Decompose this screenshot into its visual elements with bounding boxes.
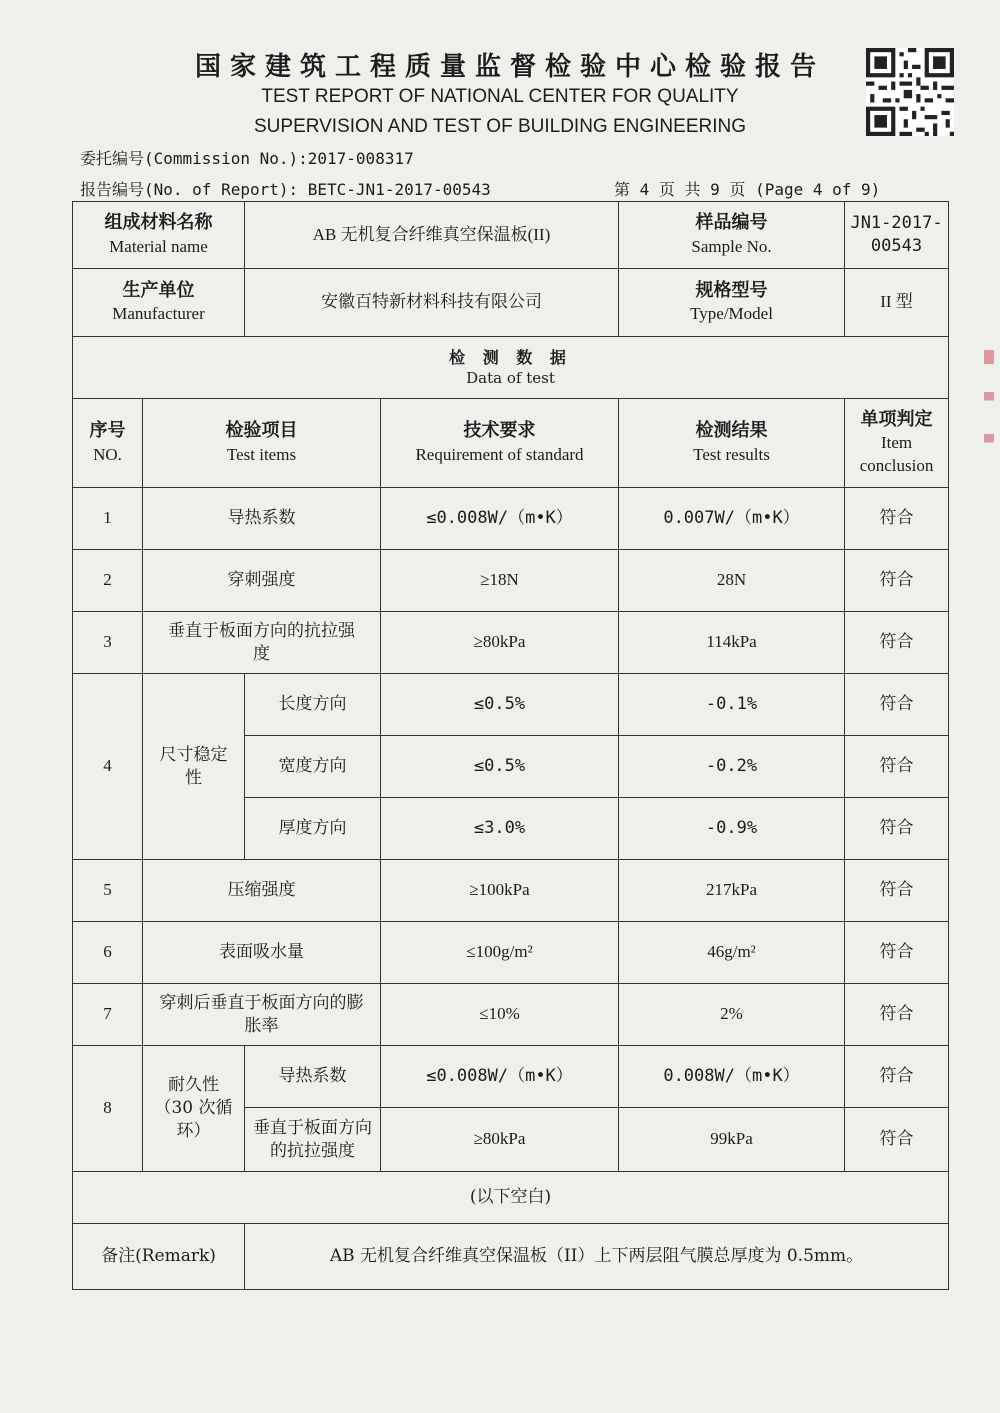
type-value: II 型 (845, 269, 949, 337)
sample-label (619, 202, 845, 269)
row-result: -0.9% (619, 798, 845, 860)
row-conclusion: 符合 (845, 550, 949, 612)
qr-code-icon (866, 48, 954, 136)
row-no: 2 (73, 550, 143, 612)
report-title-cn: 国家建筑工程质量监督检验中心检验报告 (194, 52, 825, 82)
row-requirement: ≥18N (381, 550, 619, 612)
row-item: 表面吸水量 (143, 922, 381, 984)
table-row (73, 674, 949, 736)
report-title-en-line2: SUPERVISION AND TEST OF BUILDING ENGINEERING (254, 116, 746, 137)
row-requirement: ≥80kPa (381, 1108, 619, 1172)
row-requirement: ≤0.008W/（m•K） (381, 1046, 619, 1108)
material-label-cn: 组成材料名称 (104, 212, 213, 234)
row-result: 46g/m² (619, 922, 845, 984)
row-item: 垂直于板面方向的抗拉强度 (143, 612, 381, 674)
col-header-req-en: Requirement of standard (415, 444, 584, 464)
type-label-cn: 规格型号 (695, 279, 768, 301)
row-conclusion: 符合 (845, 922, 949, 984)
col-header-conclusion-en-2: conclusion (859, 456, 934, 476)
column-header-row (73, 399, 949, 488)
table-row (73, 1046, 949, 1108)
row-conclusion: 符合 (845, 984, 949, 1046)
col-header-no-cn: 序号 (89, 420, 126, 442)
manufacturer-label (73, 269, 245, 337)
row-subitem: 厚度方向 (245, 798, 381, 860)
row-requirement: ≤100g/m² (381, 922, 619, 984)
row-item: 导热系数 (143, 488, 381, 550)
col-header-no-en: NO. (93, 444, 122, 464)
row-subitem: 垂直于板面方向的抗拉强度 (245, 1108, 381, 1172)
table-row (73, 612, 949, 674)
commission-number: 委托编号(Commission No.):2017-008317 (80, 149, 414, 168)
row-conclusion: 符合 (845, 736, 949, 798)
row-result: 28N (619, 550, 845, 612)
row-requirement: ≥80kPa (381, 612, 619, 674)
sample-value: JN1-2017-00543 (845, 202, 949, 269)
row-item: 穿刺后垂直于板面方向的膨胀率 (143, 984, 381, 1046)
page-indicator: 第 4 页 共 9 页 (Page 4 of 9) (614, 180, 881, 199)
manufacturer-label-en: Manufacturer (112, 304, 205, 324)
row-group-label: 尺寸稳定性 (143, 674, 245, 860)
row-result: -0.1% (619, 674, 845, 736)
row-result: 0.008W/（m•K） (619, 1046, 845, 1108)
col-header-requirement (381, 399, 619, 488)
data-section-title-en: Data of test (466, 369, 555, 388)
row-result: 114kPa (619, 612, 845, 674)
row-requirement: ≤0.5% (381, 674, 619, 736)
row-subitem: 长度方向 (245, 674, 381, 736)
remark-label: 备注(Remark) (73, 1224, 245, 1290)
seal-edge-mark (984, 350, 994, 490)
row-conclusion: 符合 (845, 1046, 949, 1108)
row-conclusion: 符合 (845, 674, 949, 736)
row-conclusion: 符合 (845, 488, 949, 550)
row-conclusion: 符合 (845, 798, 949, 860)
col-header-conclusion-en-1: Item (880, 433, 913, 453)
row-no: 4 (73, 674, 143, 860)
manufacturer-row (73, 269, 949, 337)
sample-label-en: Sample No. (691, 236, 772, 256)
type-label-en: Type/Model (690, 304, 773, 324)
material-row (73, 202, 949, 269)
col-header-result-cn: 检测结果 (695, 420, 768, 442)
row-result: 0.007W/（m•K） (619, 488, 845, 550)
row-item: 压缩强度 (143, 860, 381, 922)
col-header-result-en: Test results (693, 444, 770, 464)
row-result: 2% (619, 984, 845, 1046)
remark-row (73, 1224, 949, 1290)
row-no: 7 (73, 984, 143, 1046)
table-row (73, 550, 949, 612)
col-header-req-cn: 技术要求 (463, 420, 536, 442)
row-subitem: 宽度方向 (245, 736, 381, 798)
material-label (73, 202, 245, 269)
row-item: 穿刺强度 (143, 550, 381, 612)
material-label-en: Material name (109, 236, 208, 256)
blank-note-row (73, 1172, 949, 1224)
row-subitem: 导热系数 (245, 1046, 381, 1108)
row-no: 5 (73, 860, 143, 922)
manufacturer-label-cn: 生产单位 (122, 279, 195, 301)
data-section-title-cell (73, 337, 949, 399)
row-no: 1 (73, 488, 143, 550)
row-conclusion: 符合 (845, 860, 949, 922)
row-requirement: ≤0.008W/（m•K） (381, 488, 619, 550)
col-header-item-en: Test items (226, 444, 297, 464)
table-row (73, 488, 949, 550)
sample-label-cn: 样品编号 (695, 212, 768, 234)
row-requirement: ≥100kPa (381, 860, 619, 922)
col-header-conclusion (845, 399, 949, 488)
col-header-result (619, 399, 845, 488)
data-section-header (73, 337, 949, 399)
row-result: 217kPa (619, 860, 845, 922)
row-requirement: ≤3.0% (381, 798, 619, 860)
test-report-table (72, 201, 949, 1290)
col-header-conclusion-cn: 单项判定 (860, 408, 933, 430)
row-no: 8 (73, 1046, 143, 1172)
report-number: 报告编号(No. of Report): BETC-JN1-2017-00543 (80, 180, 491, 199)
row-no: 6 (73, 922, 143, 984)
col-header-no (73, 399, 143, 488)
row-requirement: ≤0.5% (381, 736, 619, 798)
type-label (619, 269, 845, 337)
table-row (73, 922, 949, 984)
manufacturer-value: 安徽百特新材料科技有限公司 (245, 269, 619, 337)
table-row (73, 984, 949, 1046)
col-header-item-cn: 检验项目 (225, 420, 298, 442)
data-section-title-cn: 检 测 数 据 (449, 347, 572, 367)
row-conclusion: 符合 (845, 1108, 949, 1172)
row-group-label: 耐久性（30 次循环） (143, 1046, 245, 1172)
remark-text: AB 无机复合纤维真空保温板（II）上下两层阻气膜总厚度为 0.5mm。 (245, 1224, 949, 1290)
row-requirement: ≤10% (381, 984, 619, 1046)
row-conclusion: 符合 (845, 612, 949, 674)
col-header-item (143, 399, 381, 488)
row-result: 99kPa (619, 1108, 845, 1172)
blank-note: (以下空白) (73, 1172, 949, 1224)
row-no: 3 (73, 612, 143, 674)
material-value: AB 无机复合纤维真空保温板(II) (245, 202, 619, 269)
report-title-en-line1: TEST REPORT OF NATIONAL CENTER FOR QUALITY (261, 86, 739, 107)
row-result: -0.2% (619, 736, 845, 798)
table-row (73, 860, 949, 922)
